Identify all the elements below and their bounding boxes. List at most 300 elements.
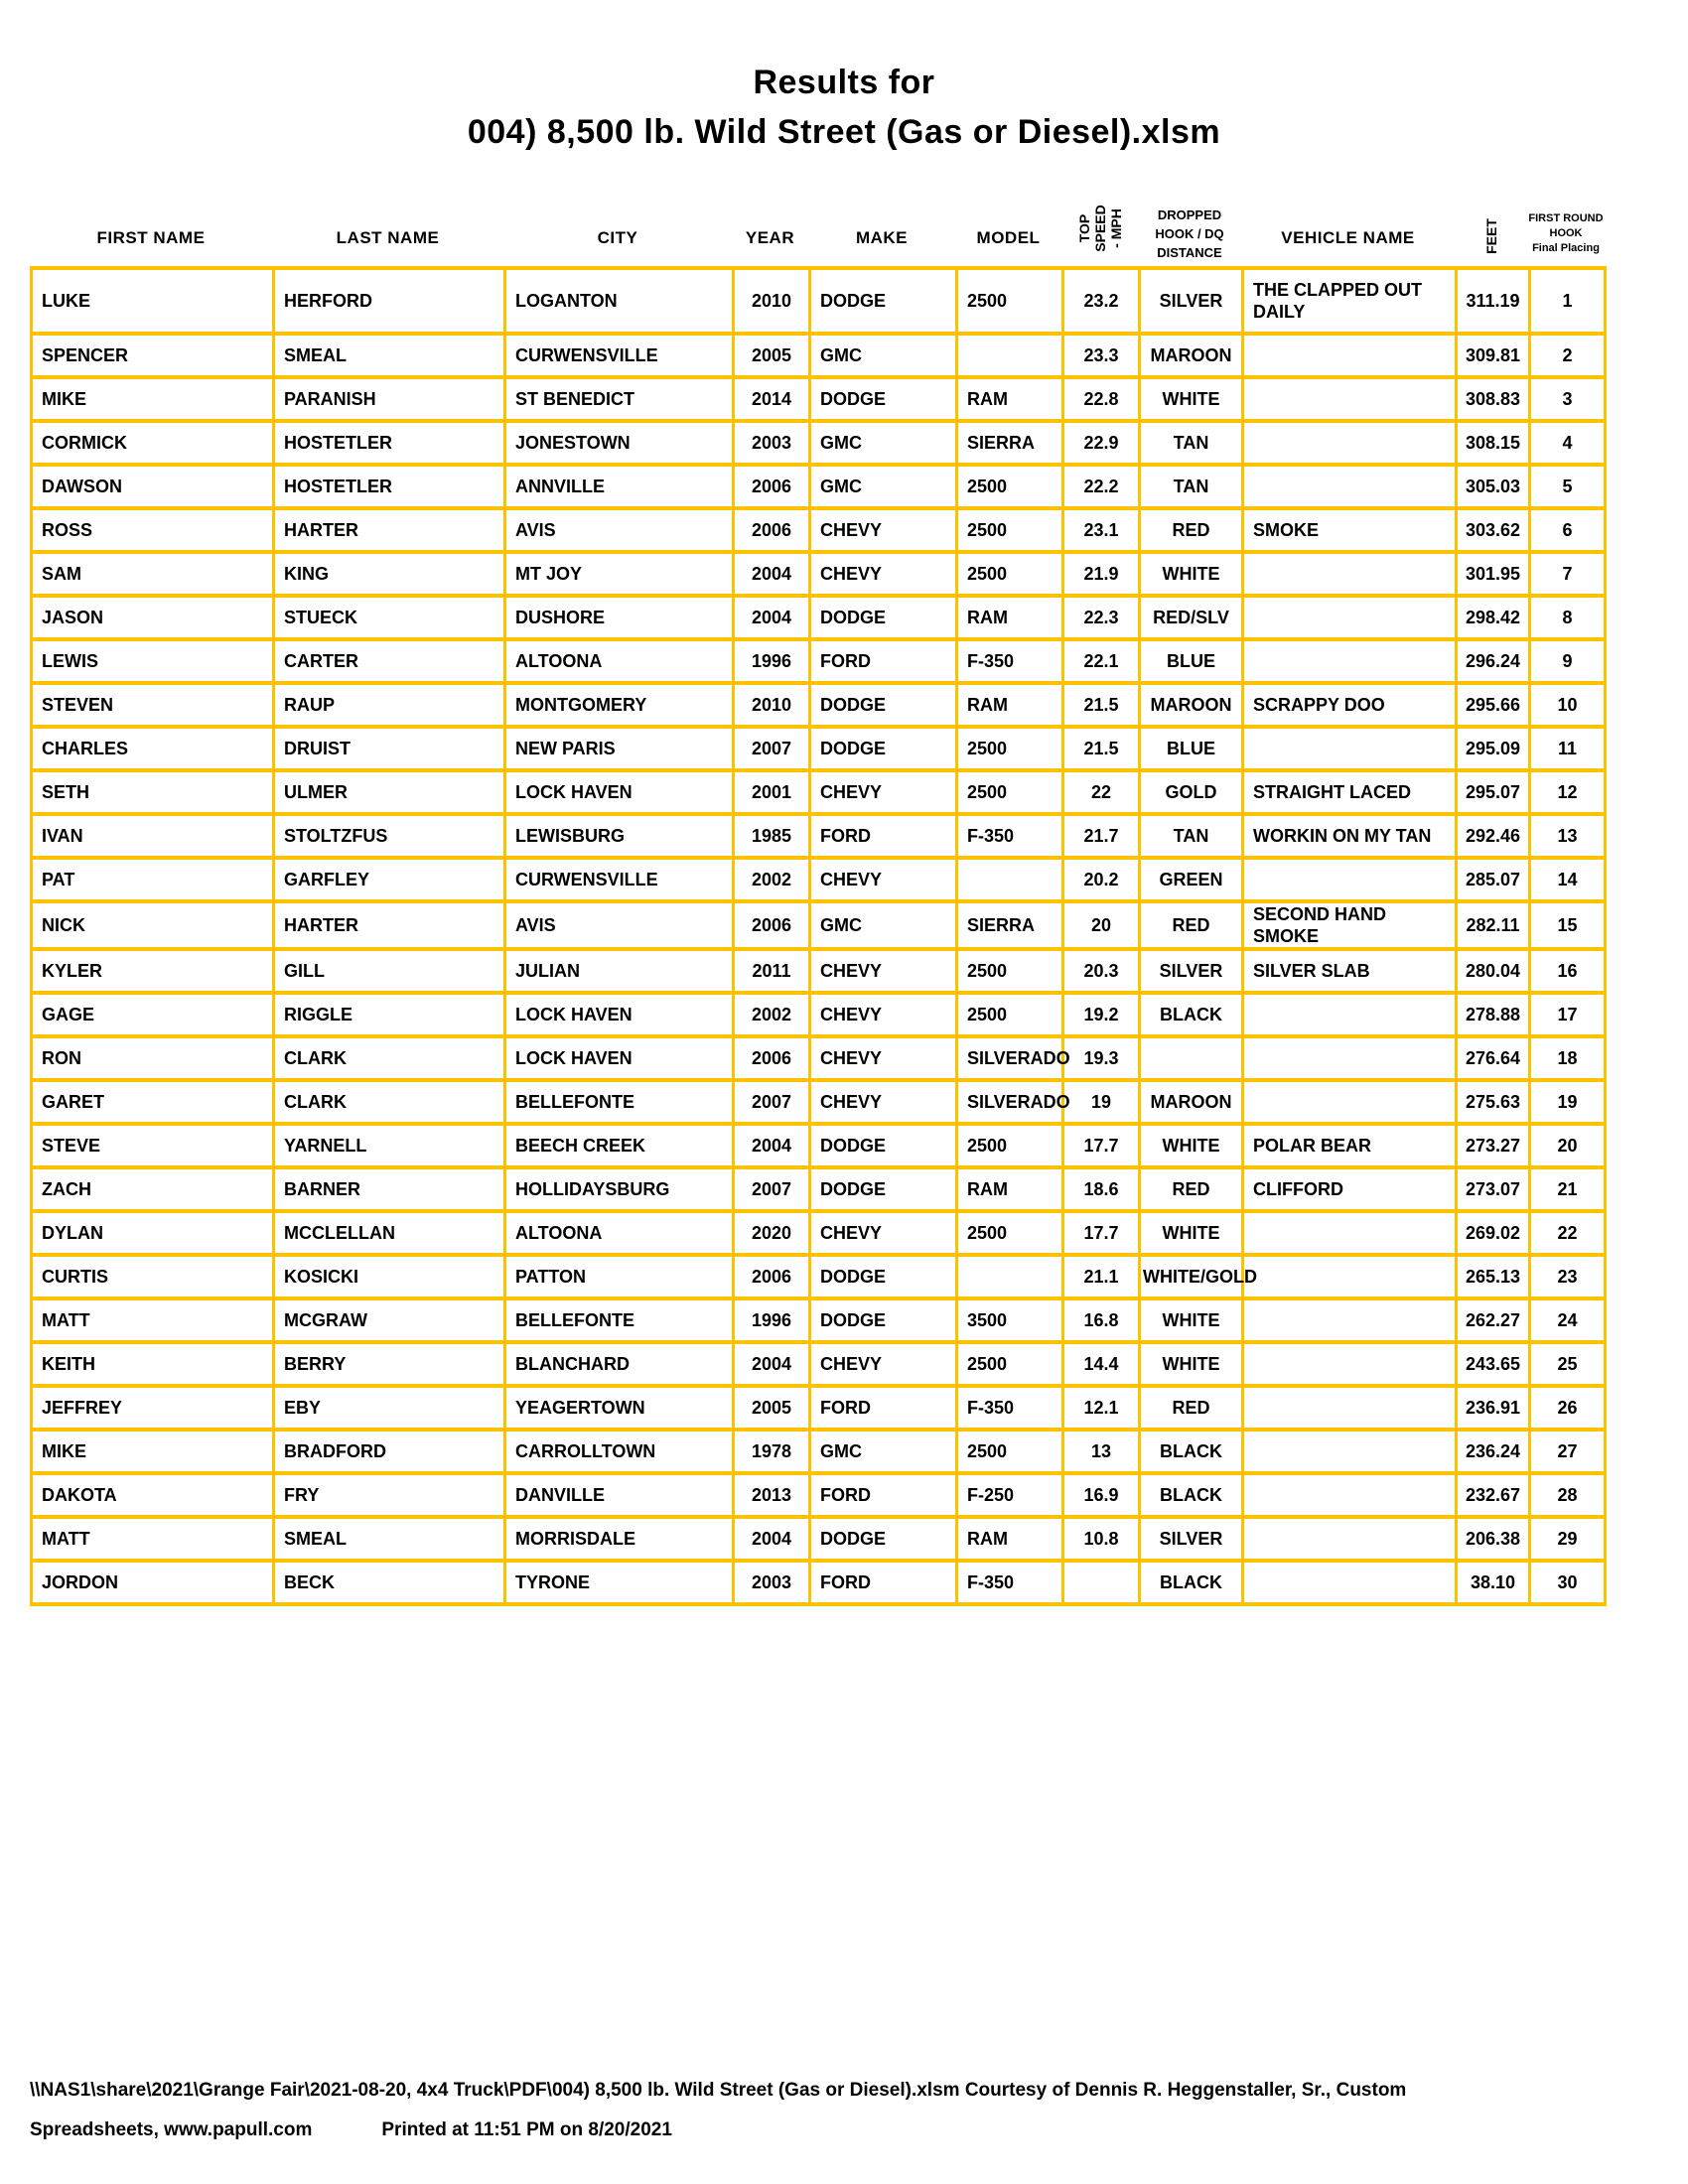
cell-feet: 296.24 xyxy=(1457,639,1530,683)
table-row xyxy=(32,377,1606,421)
cell-model: RAM xyxy=(957,1517,1063,1561)
cell-placing: 7 xyxy=(1530,552,1606,596)
cell-city: BELLEFONTE xyxy=(505,1298,734,1342)
cell-model: 2500 xyxy=(957,949,1063,993)
footer-line1 xyxy=(30,2071,1678,2111)
cell-city: MONTGOMERY xyxy=(505,683,734,727)
cell-placing: 26 xyxy=(1530,1386,1606,1430)
cell-placing: 10 xyxy=(1530,683,1606,727)
cell-last_name: KOSICKI xyxy=(274,1255,505,1298)
cell-top_speed: 17.7 xyxy=(1063,1124,1140,1167)
header-year: YEAR xyxy=(745,228,795,247)
cell-feet: 303.62 xyxy=(1457,508,1530,552)
cell-city: BELLEFONTE xyxy=(505,1080,734,1124)
cell-top_speed: 21.7 xyxy=(1063,814,1140,858)
cell-year: 2006 xyxy=(734,508,810,552)
cell-first_name: MATT xyxy=(32,1517,274,1561)
cell-hook_color: WHITE xyxy=(1140,1342,1243,1386)
cell-first_name: LEWIS xyxy=(32,639,274,683)
footer-printed-text: Printed at 11:51 PM on 8/20/2021 xyxy=(381,2119,672,2140)
cell-feet: 236.91 xyxy=(1457,1386,1530,1430)
cell-model: SIERRA xyxy=(957,901,1063,949)
cell-hook_color: TAN xyxy=(1140,814,1243,858)
cell-feet: 275.63 xyxy=(1457,1080,1530,1124)
cell-vehicle_name: SILVER SLAB xyxy=(1243,949,1457,993)
cell-placing: 8 xyxy=(1530,596,1606,639)
cell-make: FORD xyxy=(810,639,957,683)
cell-placing: 1 xyxy=(1530,268,1606,334)
cell-make: CHEVY xyxy=(810,508,957,552)
cell-first_name: ZACH xyxy=(32,1167,274,1211)
cell-vehicle_name xyxy=(1243,377,1457,421)
cell-first_name: JEFFREY xyxy=(32,1386,274,1430)
cell-first_name: SPENCER xyxy=(32,334,274,377)
cell-hook_color: WHITE xyxy=(1140,552,1243,596)
cell-model: 2500 xyxy=(957,1211,1063,1255)
cell-year: 2001 xyxy=(734,770,810,814)
cell-vehicle_name xyxy=(1243,334,1457,377)
cell-model: 2500 xyxy=(957,1430,1063,1473)
table-row xyxy=(32,1561,1606,1604)
cell-make: DODGE xyxy=(810,727,957,770)
cell-vehicle_name xyxy=(1243,639,1457,683)
cell-last_name: GILL xyxy=(274,949,505,993)
cell-model: 2500 xyxy=(957,1124,1063,1167)
cell-make: CHEVY xyxy=(810,1211,957,1255)
table-row xyxy=(32,1342,1606,1386)
cell-first_name: GARET xyxy=(32,1080,274,1124)
cell-year: 2020 xyxy=(734,1211,810,1255)
cell-feet: 269.02 xyxy=(1457,1211,1530,1255)
cell-last_name: SMEAL xyxy=(274,334,505,377)
cell-model: RAM xyxy=(957,377,1063,421)
cell-feet: 292.46 xyxy=(1457,814,1530,858)
cell-make: CHEVY xyxy=(810,552,957,596)
cell-vehicle_name: STRAIGHT LACED xyxy=(1243,770,1457,814)
cell-last_name: RAUP xyxy=(274,683,505,727)
cell-city: LOCK HAVEN xyxy=(505,993,734,1036)
cell-last_name: CARTER xyxy=(274,639,505,683)
cell-top_speed: 19 xyxy=(1063,1080,1140,1124)
header-first-round-hook: FIRST ROUND HOOK Final Placing xyxy=(1528,212,1604,254)
header-dropped-hook: DROPPED HOOK / DQ DISTANCE xyxy=(1155,207,1224,260)
cell-hook_color: BLACK xyxy=(1140,1430,1243,1473)
cell-model: 2500 xyxy=(957,727,1063,770)
cell-city: LEWISBURG xyxy=(505,814,734,858)
table-row xyxy=(32,421,1606,465)
cell-first_name: SETH xyxy=(32,770,274,814)
cell-hook_color: WHITE xyxy=(1140,1124,1243,1167)
cell-model: F-350 xyxy=(957,1386,1063,1430)
cell-vehicle_name xyxy=(1243,1342,1457,1386)
cell-first_name: MATT xyxy=(32,1298,274,1342)
cell-placing: 28 xyxy=(1530,1473,1606,1517)
cell-vehicle_name: CLIFFORD xyxy=(1243,1167,1457,1211)
cell-placing: 4 xyxy=(1530,421,1606,465)
cell-feet: 206.38 xyxy=(1457,1517,1530,1561)
cell-feet: 278.88 xyxy=(1457,993,1530,1036)
cell-placing: 29 xyxy=(1530,1517,1606,1561)
cell-vehicle_name xyxy=(1243,552,1457,596)
cell-feet: 232.67 xyxy=(1457,1473,1530,1517)
cell-hook_color: SILVER xyxy=(1140,268,1243,334)
cell-hook_color: WHITE xyxy=(1140,1298,1243,1342)
cell-top_speed xyxy=(1063,1561,1140,1604)
cell-city: BEECH CREEK xyxy=(505,1124,734,1167)
cell-vehicle_name xyxy=(1243,1561,1457,1604)
page-footer xyxy=(30,2071,1678,2150)
cell-feet: 308.15 xyxy=(1457,421,1530,465)
page-title-line1: Results for xyxy=(753,64,935,101)
cell-feet: 273.07 xyxy=(1457,1167,1530,1211)
cell-vehicle_name xyxy=(1243,727,1457,770)
cell-hook_color: SILVER xyxy=(1140,1517,1243,1561)
cell-top_speed: 20 xyxy=(1063,901,1140,949)
cell-top_speed: 14.4 xyxy=(1063,1342,1140,1386)
cell-first_name: IVAN xyxy=(32,814,274,858)
cell-make: DODGE xyxy=(810,268,957,334)
table-row xyxy=(32,268,1606,334)
cell-top_speed: 18.6 xyxy=(1063,1167,1140,1211)
cell-year: 2004 xyxy=(734,1124,810,1167)
cell-top_speed: 23.3 xyxy=(1063,334,1140,377)
table-row xyxy=(32,727,1606,770)
cell-first_name: STEVE xyxy=(32,1124,274,1167)
cell-model: 3500 xyxy=(957,1298,1063,1342)
cell-city: HOLLIDAYSBURG xyxy=(505,1167,734,1211)
cell-feet: 236.24 xyxy=(1457,1430,1530,1473)
cell-model xyxy=(957,858,1063,901)
cell-model xyxy=(957,1255,1063,1298)
cell-city: JONESTOWN xyxy=(505,421,734,465)
cell-placing: 16 xyxy=(1530,949,1606,993)
page-title-line2: 004) 8,500 lb. Wild Street (Gas or Diesel).xlsm xyxy=(467,113,1221,151)
cell-feet: 295.66 xyxy=(1457,683,1530,727)
cell-feet: 295.07 xyxy=(1457,770,1530,814)
cell-year: 2003 xyxy=(734,1561,810,1604)
cell-model: 2500 xyxy=(957,268,1063,334)
cell-hook_color: MAROON xyxy=(1140,334,1243,377)
table-row xyxy=(32,683,1606,727)
cell-vehicle_name: SMOKE xyxy=(1243,508,1457,552)
cell-city: LOCK HAVEN xyxy=(505,770,734,814)
table-row xyxy=(32,1473,1606,1517)
cell-city: BLANCHARD xyxy=(505,1342,734,1386)
cell-first_name: PAT xyxy=(32,858,274,901)
cell-city: CURWENSVILLE xyxy=(505,858,734,901)
results-table-body xyxy=(32,268,1606,1604)
cell-placing: 22 xyxy=(1530,1211,1606,1255)
header-make: MAKE xyxy=(855,228,909,247)
table-row xyxy=(32,1036,1606,1080)
table-row xyxy=(32,639,1606,683)
cell-city: ALTOONA xyxy=(505,1211,734,1255)
header-top-speed xyxy=(1061,189,1138,266)
cell-last_name: KING xyxy=(274,552,505,596)
cell-top_speed: 22.8 xyxy=(1063,377,1140,421)
cell-model: F-350 xyxy=(957,1561,1063,1604)
page-title xyxy=(0,62,1688,153)
table-row xyxy=(32,1430,1606,1473)
cell-hook_color: BLACK xyxy=(1140,993,1243,1036)
cell-last_name: MCGRAW xyxy=(274,1298,505,1342)
cell-make: DODGE xyxy=(810,1517,957,1561)
cell-placing: 12 xyxy=(1530,770,1606,814)
cell-placing: 19 xyxy=(1530,1080,1606,1124)
footer-website-text: Spreadsheets, www.papull.com xyxy=(30,2119,313,2140)
cell-first_name: KYLER xyxy=(32,949,274,993)
cell-feet: 311.19 xyxy=(1457,268,1530,334)
cell-last_name: STOLTZFUS xyxy=(274,814,505,858)
cell-feet: 309.81 xyxy=(1457,334,1530,377)
cell-top_speed: 23.1 xyxy=(1063,508,1140,552)
cell-year: 2002 xyxy=(734,858,810,901)
cell-year: 2010 xyxy=(734,268,810,334)
cell-model: RAM xyxy=(957,596,1063,639)
table-row xyxy=(32,814,1606,858)
cell-year: 2007 xyxy=(734,1080,810,1124)
cell-last_name: RIGGLE xyxy=(274,993,505,1036)
cell-hook_color: BLUE xyxy=(1140,727,1243,770)
cell-hook_color: GOLD xyxy=(1140,770,1243,814)
cell-top_speed: 16.9 xyxy=(1063,1473,1140,1517)
cell-placing: 21 xyxy=(1530,1167,1606,1211)
table-row xyxy=(32,1080,1606,1124)
cell-top_speed: 21.1 xyxy=(1063,1255,1140,1298)
cell-first_name: NICK xyxy=(32,901,274,949)
cell-city: LOGANTON xyxy=(505,268,734,334)
cell-top_speed: 19.2 xyxy=(1063,993,1140,1036)
table-row xyxy=(32,858,1606,901)
cell-vehicle_name: POLAR BEAR xyxy=(1243,1124,1457,1167)
cell-top_speed: 22 xyxy=(1063,770,1140,814)
cell-first_name: CURTIS xyxy=(32,1255,274,1298)
cell-vehicle_name xyxy=(1243,1036,1457,1080)
cell-year: 2013 xyxy=(734,1473,810,1517)
cell-top_speed: 10.8 xyxy=(1063,1517,1140,1561)
cell-top_speed: 16.8 xyxy=(1063,1298,1140,1342)
cell-hook_color: BLUE xyxy=(1140,639,1243,683)
cell-hook_color: TAN xyxy=(1140,465,1243,508)
cell-make: GMC xyxy=(810,421,957,465)
table-row xyxy=(32,993,1606,1036)
cell-make: GMC xyxy=(810,901,957,949)
cell-hook_color: MAROON xyxy=(1140,1080,1243,1124)
cell-first_name: ROSS xyxy=(32,508,274,552)
cell-top_speed: 19.3 xyxy=(1063,1036,1140,1080)
cell-top_speed: 23.2 xyxy=(1063,268,1140,334)
cell-hook_color: GREEN xyxy=(1140,858,1243,901)
cell-last_name: HARTER xyxy=(274,901,505,949)
cell-year: 2004 xyxy=(734,1517,810,1561)
cell-make: DODGE xyxy=(810,1167,957,1211)
cell-last_name: HOSTETLER xyxy=(274,465,505,508)
cell-year: 2002 xyxy=(734,993,810,1036)
cell-feet: 273.27 xyxy=(1457,1124,1530,1167)
cell-placing: 2 xyxy=(1530,334,1606,377)
cell-make: FORD xyxy=(810,1473,957,1517)
cell-vehicle_name xyxy=(1243,596,1457,639)
table-row xyxy=(32,465,1606,508)
cell-make: CHEVY xyxy=(810,993,957,1036)
cell-year: 2007 xyxy=(734,1167,810,1211)
cell-model: RAM xyxy=(957,1167,1063,1211)
cell-feet: 243.65 xyxy=(1457,1342,1530,1386)
header-vehicle-name: VEHICLE NAME xyxy=(1281,228,1415,247)
table-row xyxy=(32,334,1606,377)
cell-make: CHEVY xyxy=(810,1036,957,1080)
table-row xyxy=(32,1517,1606,1561)
cell-placing: 24 xyxy=(1530,1298,1606,1342)
cell-top_speed: 22.2 xyxy=(1063,465,1140,508)
cell-last_name: ULMER xyxy=(274,770,505,814)
cell-make: DODGE xyxy=(810,1124,957,1167)
cell-model: F-250 xyxy=(957,1473,1063,1517)
cell-vehicle_name: SECOND HAND SMOKE xyxy=(1243,901,1457,949)
header-feet-rotated-text: FEET xyxy=(1483,218,1499,254)
cell-feet: 280.04 xyxy=(1457,949,1530,993)
cell-top_speed: 20.2 xyxy=(1063,858,1140,901)
table-row xyxy=(32,1386,1606,1430)
cell-make: FORD xyxy=(810,1561,957,1604)
table-row xyxy=(32,1298,1606,1342)
cell-hook_color: BLACK xyxy=(1140,1561,1243,1604)
cell-make: GMC xyxy=(810,465,957,508)
cell-hook_color: WHITE/GOLD xyxy=(1140,1255,1243,1298)
cell-feet: 298.42 xyxy=(1457,596,1530,639)
cell-vehicle_name: WORKIN ON MY TAN xyxy=(1243,814,1457,858)
cell-year: 2006 xyxy=(734,465,810,508)
cell-feet: 262.27 xyxy=(1457,1298,1530,1342)
cell-vehicle_name xyxy=(1243,1080,1457,1124)
cell-placing: 11 xyxy=(1530,727,1606,770)
table-row xyxy=(32,1255,1606,1298)
cell-first_name: MIKE xyxy=(32,1430,274,1473)
cell-first_name: JORDON xyxy=(32,1561,274,1604)
cell-model: F-350 xyxy=(957,639,1063,683)
cell-city: AVIS xyxy=(505,901,734,949)
cell-vehicle_name xyxy=(1243,1386,1457,1430)
cell-vehicle_name: SCRAPPY DOO xyxy=(1243,683,1457,727)
cell-vehicle_name xyxy=(1243,1473,1457,1517)
cell-last_name: HERFORD xyxy=(274,268,505,334)
cell-make: GMC xyxy=(810,334,957,377)
table-row xyxy=(32,1211,1606,1255)
cell-make: CHEVY xyxy=(810,858,957,901)
cell-model: RAM xyxy=(957,683,1063,727)
cell-year: 2014 xyxy=(734,377,810,421)
cell-feet: 38.10 xyxy=(1457,1561,1530,1604)
cell-hook_color: MAROON xyxy=(1140,683,1243,727)
cell-make: DODGE xyxy=(810,1255,957,1298)
cell-model: SILVERADO xyxy=(957,1080,1063,1124)
cell-city: CARROLLTOWN xyxy=(505,1430,734,1473)
cell-placing: 20 xyxy=(1530,1124,1606,1167)
cell-last_name: BRADFORD xyxy=(274,1430,505,1473)
cell-city: TYRONE xyxy=(505,1561,734,1604)
table-row xyxy=(32,1167,1606,1211)
cell-first_name: CORMICK xyxy=(32,421,274,465)
table-header-row xyxy=(30,189,1604,266)
cell-feet: 305.03 xyxy=(1457,465,1530,508)
cell-make: DODGE xyxy=(810,683,957,727)
cell-last_name: STUECK xyxy=(274,596,505,639)
cell-first_name: GAGE xyxy=(32,993,274,1036)
cell-city: MT JOY xyxy=(505,552,734,596)
cell-city: ALTOONA xyxy=(505,639,734,683)
cell-last_name: GARFLEY xyxy=(274,858,505,901)
cell-first_name: DAWSON xyxy=(32,465,274,508)
cell-year: 1978 xyxy=(734,1430,810,1473)
cell-year: 2004 xyxy=(734,1342,810,1386)
cell-hook_color: WHITE xyxy=(1140,1211,1243,1255)
cell-feet: 295.09 xyxy=(1457,727,1530,770)
cell-vehicle_name xyxy=(1243,1430,1457,1473)
cell-top_speed: 17.7 xyxy=(1063,1211,1140,1255)
cell-top_speed: 20.3 xyxy=(1063,949,1140,993)
cell-make: FORD xyxy=(810,814,957,858)
cell-vehicle_name xyxy=(1243,1211,1457,1255)
cell-placing: 30 xyxy=(1530,1561,1606,1604)
cell-top_speed: 12.1 xyxy=(1063,1386,1140,1430)
cell-top_speed: 21.5 xyxy=(1063,727,1140,770)
cell-year: 2007 xyxy=(734,727,810,770)
cell-year: 2011 xyxy=(734,949,810,993)
cell-last_name: MCCLELLAN xyxy=(274,1211,505,1255)
cell-city: MORRISDALE xyxy=(505,1517,734,1561)
cell-vehicle_name: THE CLAPPED OUT DAILY xyxy=(1243,268,1457,334)
cell-model: 2500 xyxy=(957,552,1063,596)
cell-year: 2005 xyxy=(734,334,810,377)
cell-top_speed: 21.9 xyxy=(1063,552,1140,596)
cell-last_name: BECK xyxy=(274,1561,505,1604)
results-table xyxy=(30,266,1607,1606)
cell-model: 2500 xyxy=(957,1342,1063,1386)
cell-hook_color: BLACK xyxy=(1140,1473,1243,1517)
cell-top_speed: 22.1 xyxy=(1063,639,1140,683)
cell-hook_color: RED xyxy=(1140,508,1243,552)
cell-city: ST BENEDICT xyxy=(505,377,734,421)
cell-model: 2500 xyxy=(957,993,1063,1036)
cell-hook_color: WHITE xyxy=(1140,377,1243,421)
cell-last_name: HOSTETLER xyxy=(274,421,505,465)
cell-model xyxy=(957,334,1063,377)
cell-year: 2004 xyxy=(734,552,810,596)
cell-model: F-350 xyxy=(957,814,1063,858)
cell-model: 2500 xyxy=(957,508,1063,552)
cell-city: LOCK HAVEN xyxy=(505,1036,734,1080)
header-last-name: LAST NAME xyxy=(336,228,440,247)
cell-placing: 6 xyxy=(1530,508,1606,552)
cell-hook_color: RED xyxy=(1140,1167,1243,1211)
cell-hook_color: RED xyxy=(1140,901,1243,949)
table-row xyxy=(32,1124,1606,1167)
cell-vehicle_name xyxy=(1243,1517,1457,1561)
cell-first_name: CHARLES xyxy=(32,727,274,770)
cell-city: ANNVILLE xyxy=(505,465,734,508)
cell-city: NEW PARIS xyxy=(505,727,734,770)
footer-line2 xyxy=(30,2111,1678,2150)
cell-year: 2006 xyxy=(734,1036,810,1080)
cell-hook_color: SILVER xyxy=(1140,949,1243,993)
header-first-name: FIRST NAME xyxy=(96,228,206,247)
cell-year: 2005 xyxy=(734,1386,810,1430)
cell-vehicle_name xyxy=(1243,465,1457,508)
cell-first_name: MIKE xyxy=(32,377,274,421)
cell-hook_color xyxy=(1140,1036,1243,1080)
cell-first_name: DAKOTA xyxy=(32,1473,274,1517)
cell-first_name: RON xyxy=(32,1036,274,1080)
